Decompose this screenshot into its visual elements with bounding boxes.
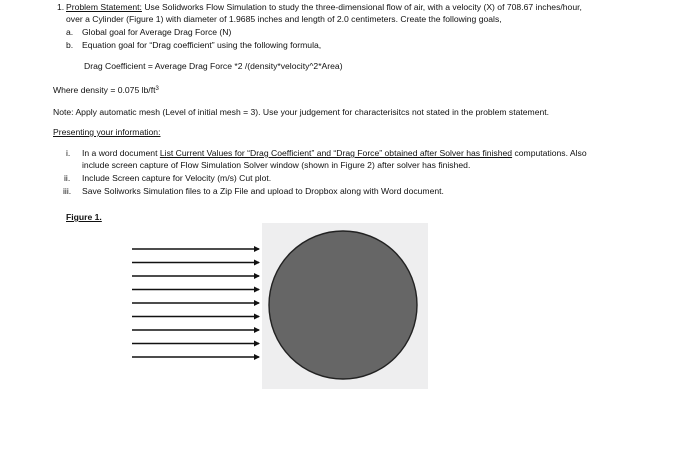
density-exponent: 3 xyxy=(155,86,159,92)
flow-arrows xyxy=(132,249,259,357)
goal-a-marker: a. xyxy=(66,27,74,37)
item-i-line-2: include screen capture of Flow Simulation Solver window (shown in Figure 2) after solver has finished. xyxy=(82,160,471,170)
problem-heading: Problem Statement: xyxy=(66,2,142,12)
item-ii-marker: ii. xyxy=(64,173,71,183)
problem-line-2: over a Cylinder (Figure 1) with diameter of 1.9685 inches and length of 2.0 centimeters. Create the following goals, xyxy=(66,14,502,24)
item-i-before: In a word document xyxy=(82,148,160,158)
figure-label-text: Figure 1. xyxy=(66,212,102,222)
item-iii-text: Save Soliworks Simulation files to a Zip File and upload to Dropbox along with Word document. xyxy=(82,186,444,196)
presenting-heading-text: Presenting your information: xyxy=(53,127,161,137)
density-text: Where density = 0.075 lb/ft xyxy=(53,85,156,95)
item-i-marker: i. xyxy=(66,148,71,158)
cylinder-cross-section xyxy=(269,231,417,379)
item-iii-marker: iii. xyxy=(63,186,72,196)
goal-a-text: Global goal for Average Drag Force (N) xyxy=(82,27,232,37)
item-ii-text: Include Screen capture for Velocity (m/s) Cut plot. xyxy=(82,173,272,183)
mesh-note: Note: Apply automatic mesh (Level of initial mesh = 3). Use your judgement for characterisitcs not stated in the problem statement. xyxy=(53,107,550,117)
drag-formula: Drag Coefficient = Average Drag Force *2 /(density*velocity^2*Area) xyxy=(84,61,343,71)
goal-b-text: Equation goal for “Drag coefficient” using the following formula, xyxy=(82,40,322,50)
problem-text-1: Use Solidworks Flow Simulation to study the three-dimensional flow of air, with a velocity (X) of 708.67 inches/hour, xyxy=(144,2,582,12)
item-i-after: computations. Also xyxy=(512,148,587,158)
item-i-underlined: List Current Values for “Drag Coefficient” and “Drag Force” obtained after Solver has finished xyxy=(159,148,513,158)
goal-b-marker: b. xyxy=(66,40,74,50)
problem-number: 1. xyxy=(57,2,65,12)
